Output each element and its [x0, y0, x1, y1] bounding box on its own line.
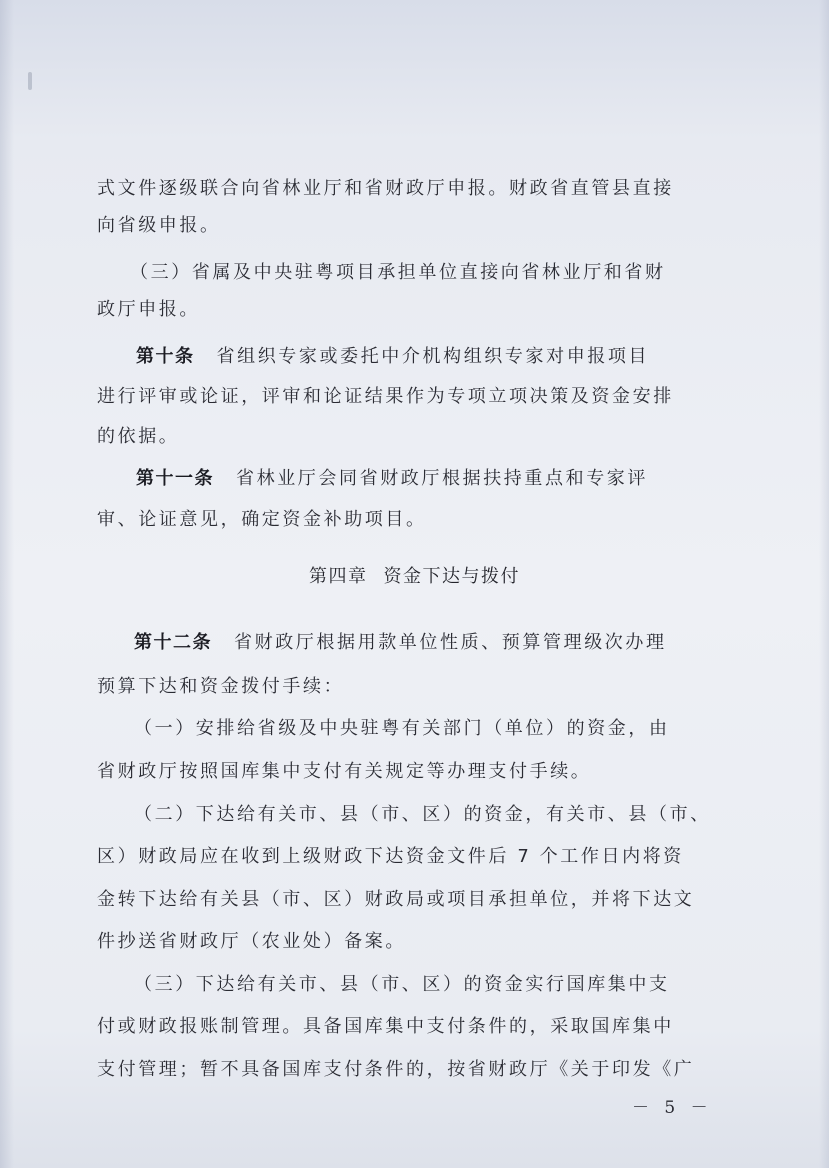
article-12-text: 省财政厅根据用款单位性质、预算管理级次办理 [234, 632, 667, 653]
body-line: 的依据。 [97, 426, 180, 447]
body-line: 件抄送省财政厅（农业处）备案。 [97, 931, 406, 952]
article-12-paragraph [134, 628, 667, 654]
page-number: － 5 － [632, 1098, 713, 1118]
article-10-heading: 第十条 [136, 346, 195, 367]
article-10-text: 省组织专家或委托中介机构组织专家对申报项目 [216, 346, 650, 367]
article-11-text: 省林业厅会同省财政厅根据扶持重点和专家评 [236, 468, 648, 489]
article-11-heading: 第十一条 [136, 468, 214, 489]
body-line: 向省级申报。 [97, 215, 221, 236]
body-line: 进行评审或论证，评审和论证结果作为专项立项决策及资金安排 [97, 386, 674, 407]
body-line: 区）财政局应在收到上级财政下达资金文件后 7 个工作日内将资 [97, 846, 684, 867]
article-10-paragraph [136, 342, 649, 368]
chapter-number: 第四章 [309, 566, 368, 587]
body-line: （二）下达给有关市、县（市、区）的资金，有关市、县（市、 [134, 804, 711, 825]
body-line: 政厅申报。 [97, 299, 200, 320]
body-line: 式文件逐级联合向省林业厅和省财政厅申报。财政省直管县直接 [97, 178, 674, 199]
chapter-title: 资金下达与拨付 [383, 566, 520, 587]
article-12-heading: 第十二条 [134, 632, 212, 653]
ink-mark [28, 72, 32, 90]
article-11-paragraph [136, 464, 648, 490]
body-line: 付或财政报账制管理。具备国库集中支付条件的，采取国库集中 [97, 1016, 674, 1037]
body-line: 审、论证意见，确定资金补助项目。 [97, 509, 427, 530]
body-line: （三）省属及中央驻粤项目承担单位直接向省林业厅和省财 [130, 262, 666, 283]
body-line: 支付管理；暂不具备国库支付条件的，按省财政厅《关于印发《广 [97, 1059, 695, 1080]
body-line: （一）安排给省级及中央驻粤有关部门（单位）的资金，由 [134, 718, 670, 739]
body-line: 预算下达和资金拨付手续： [97, 676, 345, 697]
body-line: 金转下达给有关县（市、区）财政局或项目承担单位，并将下达文 [97, 889, 695, 910]
body-line: 省财政厅按照国库集中支付有关规定等办理支付手续。 [97, 761, 592, 782]
body-line: （三）下达给有关市、县（市、区）的资金实行国库集中支 [134, 974, 670, 995]
chapter-heading [0, 562, 829, 588]
